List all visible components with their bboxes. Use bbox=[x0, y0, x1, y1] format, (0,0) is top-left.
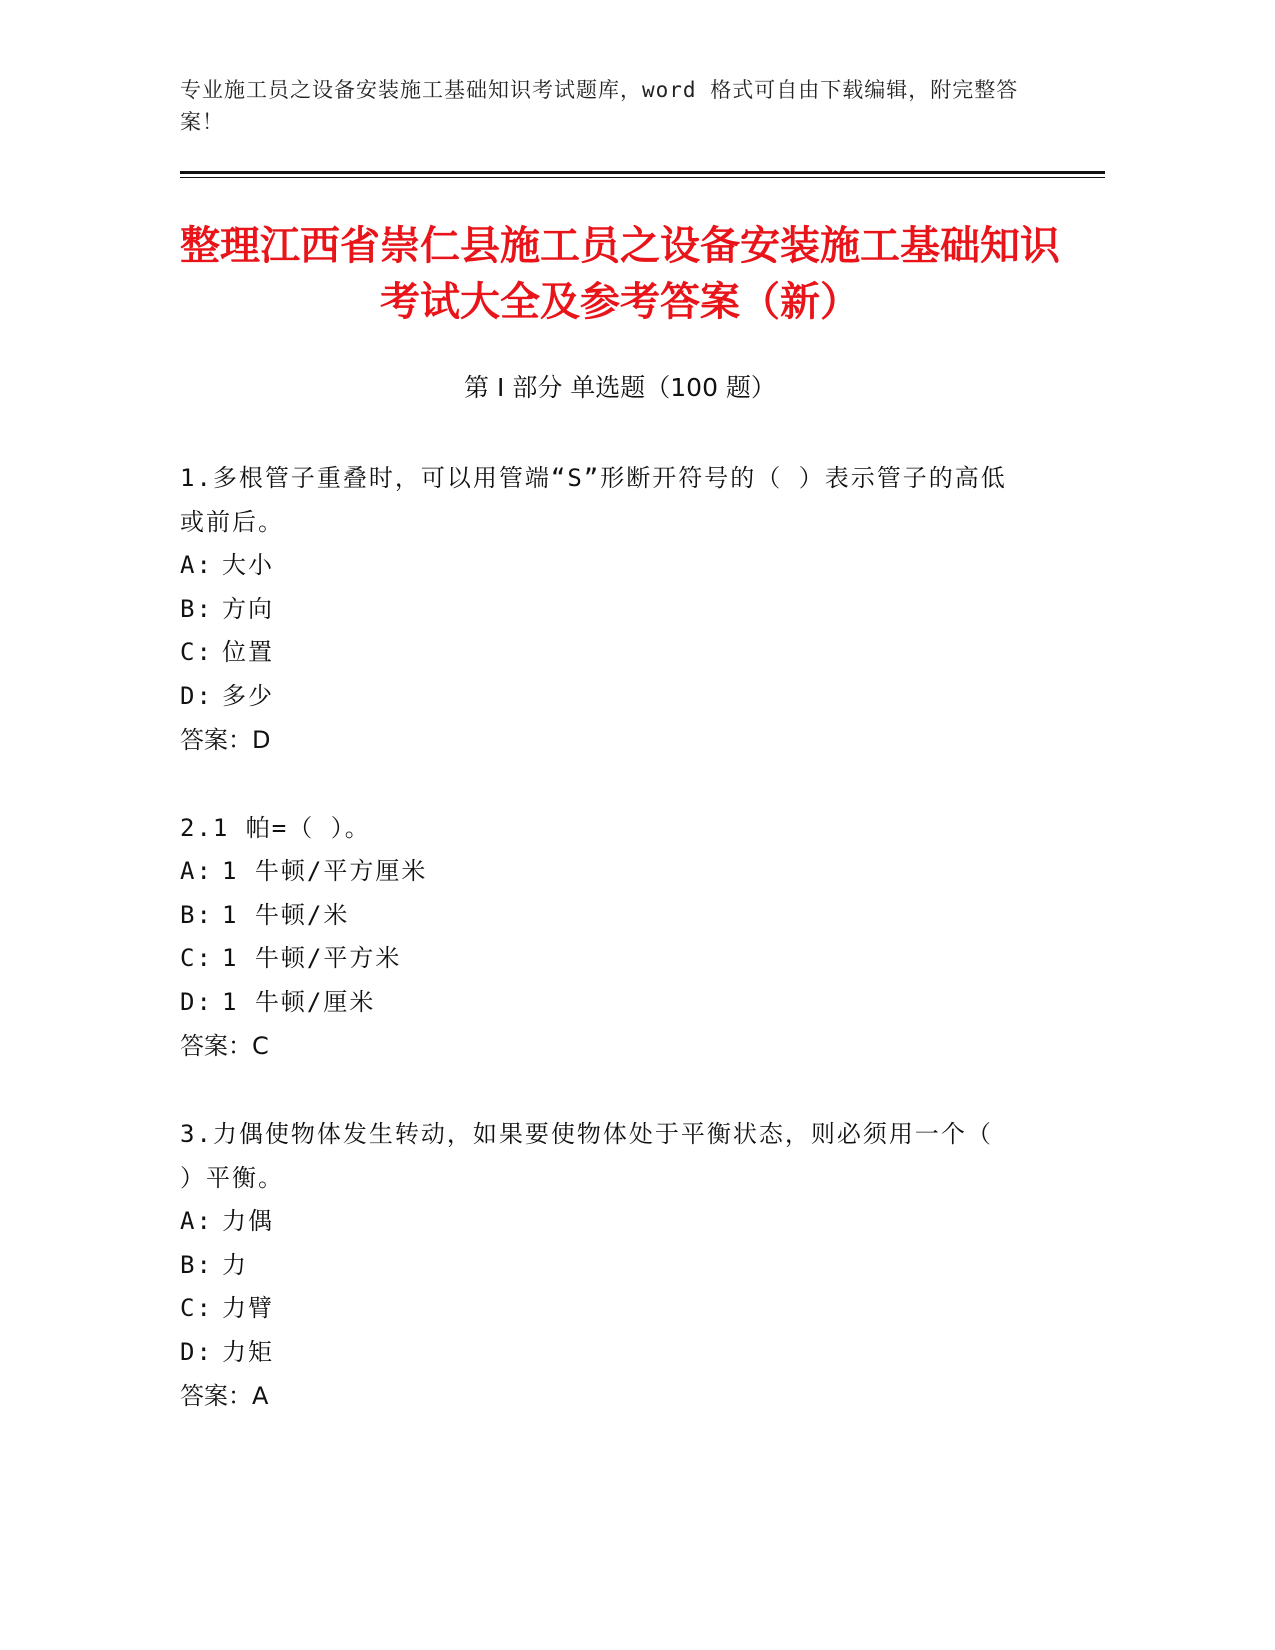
option-text: 力臂 bbox=[222, 1294, 274, 1322]
header-rule-thick bbox=[180, 171, 1105, 174]
header-note: 专业施工员之设备安装施工基础知识考试题库，word 格式可自由下载编辑，附完整答案！ bbox=[180, 78, 1019, 134]
option-key: D: bbox=[180, 681, 213, 710]
option-a bbox=[180, 1200, 1020, 1244]
option-key: C: bbox=[180, 1294, 213, 1322]
option-key: A: bbox=[180, 1207, 213, 1235]
option-key: D: bbox=[180, 987, 213, 1016]
option-text: 位置 bbox=[222, 638, 274, 666]
question-3 bbox=[180, 1112, 1020, 1418]
option-key: C: bbox=[180, 944, 213, 972]
option-text: 1 牛顿/厘米 bbox=[222, 987, 376, 1016]
option-a bbox=[180, 850, 1020, 894]
option-d bbox=[180, 675, 1020, 719]
answer-line: 答案：C bbox=[180, 1032, 269, 1060]
option-key: A: bbox=[180, 857, 213, 885]
answer-line: 答案：D bbox=[180, 726, 271, 754]
option-text: 1 牛顿/平方厘米 bbox=[222, 857, 428, 885]
document-title: 整理江西省崇仁县施工员之设备安装施工基础知识考试大全及参考答案（新） bbox=[180, 223, 1060, 325]
option-c bbox=[180, 631, 1020, 675]
option-text: 力偶 bbox=[222, 1207, 274, 1235]
option-c bbox=[180, 937, 1020, 981]
option-key: B: bbox=[180, 594, 213, 623]
option-key: D: bbox=[180, 1337, 213, 1366]
option-key: B: bbox=[180, 900, 213, 929]
option-text: 多少 bbox=[222, 681, 274, 710]
option-text: 力矩 bbox=[222, 1337, 274, 1366]
question-list bbox=[180, 456, 1020, 1462]
option-c bbox=[180, 1287, 1020, 1331]
section-title: 第 I 部分 单选题（100 题） bbox=[464, 373, 776, 402]
option-text: 大小 bbox=[222, 551, 274, 579]
answer-line: 答案：A bbox=[180, 1382, 269, 1410]
question-stem: 2.1 帕=（ ）。 bbox=[180, 814, 371, 842]
option-b bbox=[180, 588, 1020, 632]
question-1 bbox=[180, 456, 1020, 762]
option-b bbox=[180, 1244, 1020, 1288]
option-text: 方向 bbox=[222, 594, 274, 623]
option-key: A: bbox=[180, 551, 213, 579]
option-d bbox=[180, 1331, 1020, 1375]
question-stem: 1.多根管子重叠时，可以用管端“S”形断开符号的（ ）表示管子的高低或前后。 bbox=[180, 464, 1007, 536]
question-stem: 3.力偶使物体发生转动，如果要使物体处于平衡状态，则必须用一个（ ）平衡。 bbox=[180, 1120, 993, 1192]
option-key: C: bbox=[180, 638, 213, 666]
question-2 bbox=[180, 806, 1020, 1068]
option-d bbox=[180, 981, 1020, 1025]
option-key: B: bbox=[180, 1250, 213, 1279]
option-text: 力 bbox=[222, 1250, 248, 1279]
option-a bbox=[180, 544, 1020, 588]
option-text: 1 牛顿/平方米 bbox=[222, 944, 402, 972]
header-rule-thin bbox=[180, 177, 1105, 178]
option-b bbox=[180, 894, 1020, 938]
option-text: 1 牛顿/米 bbox=[222, 900, 350, 929]
